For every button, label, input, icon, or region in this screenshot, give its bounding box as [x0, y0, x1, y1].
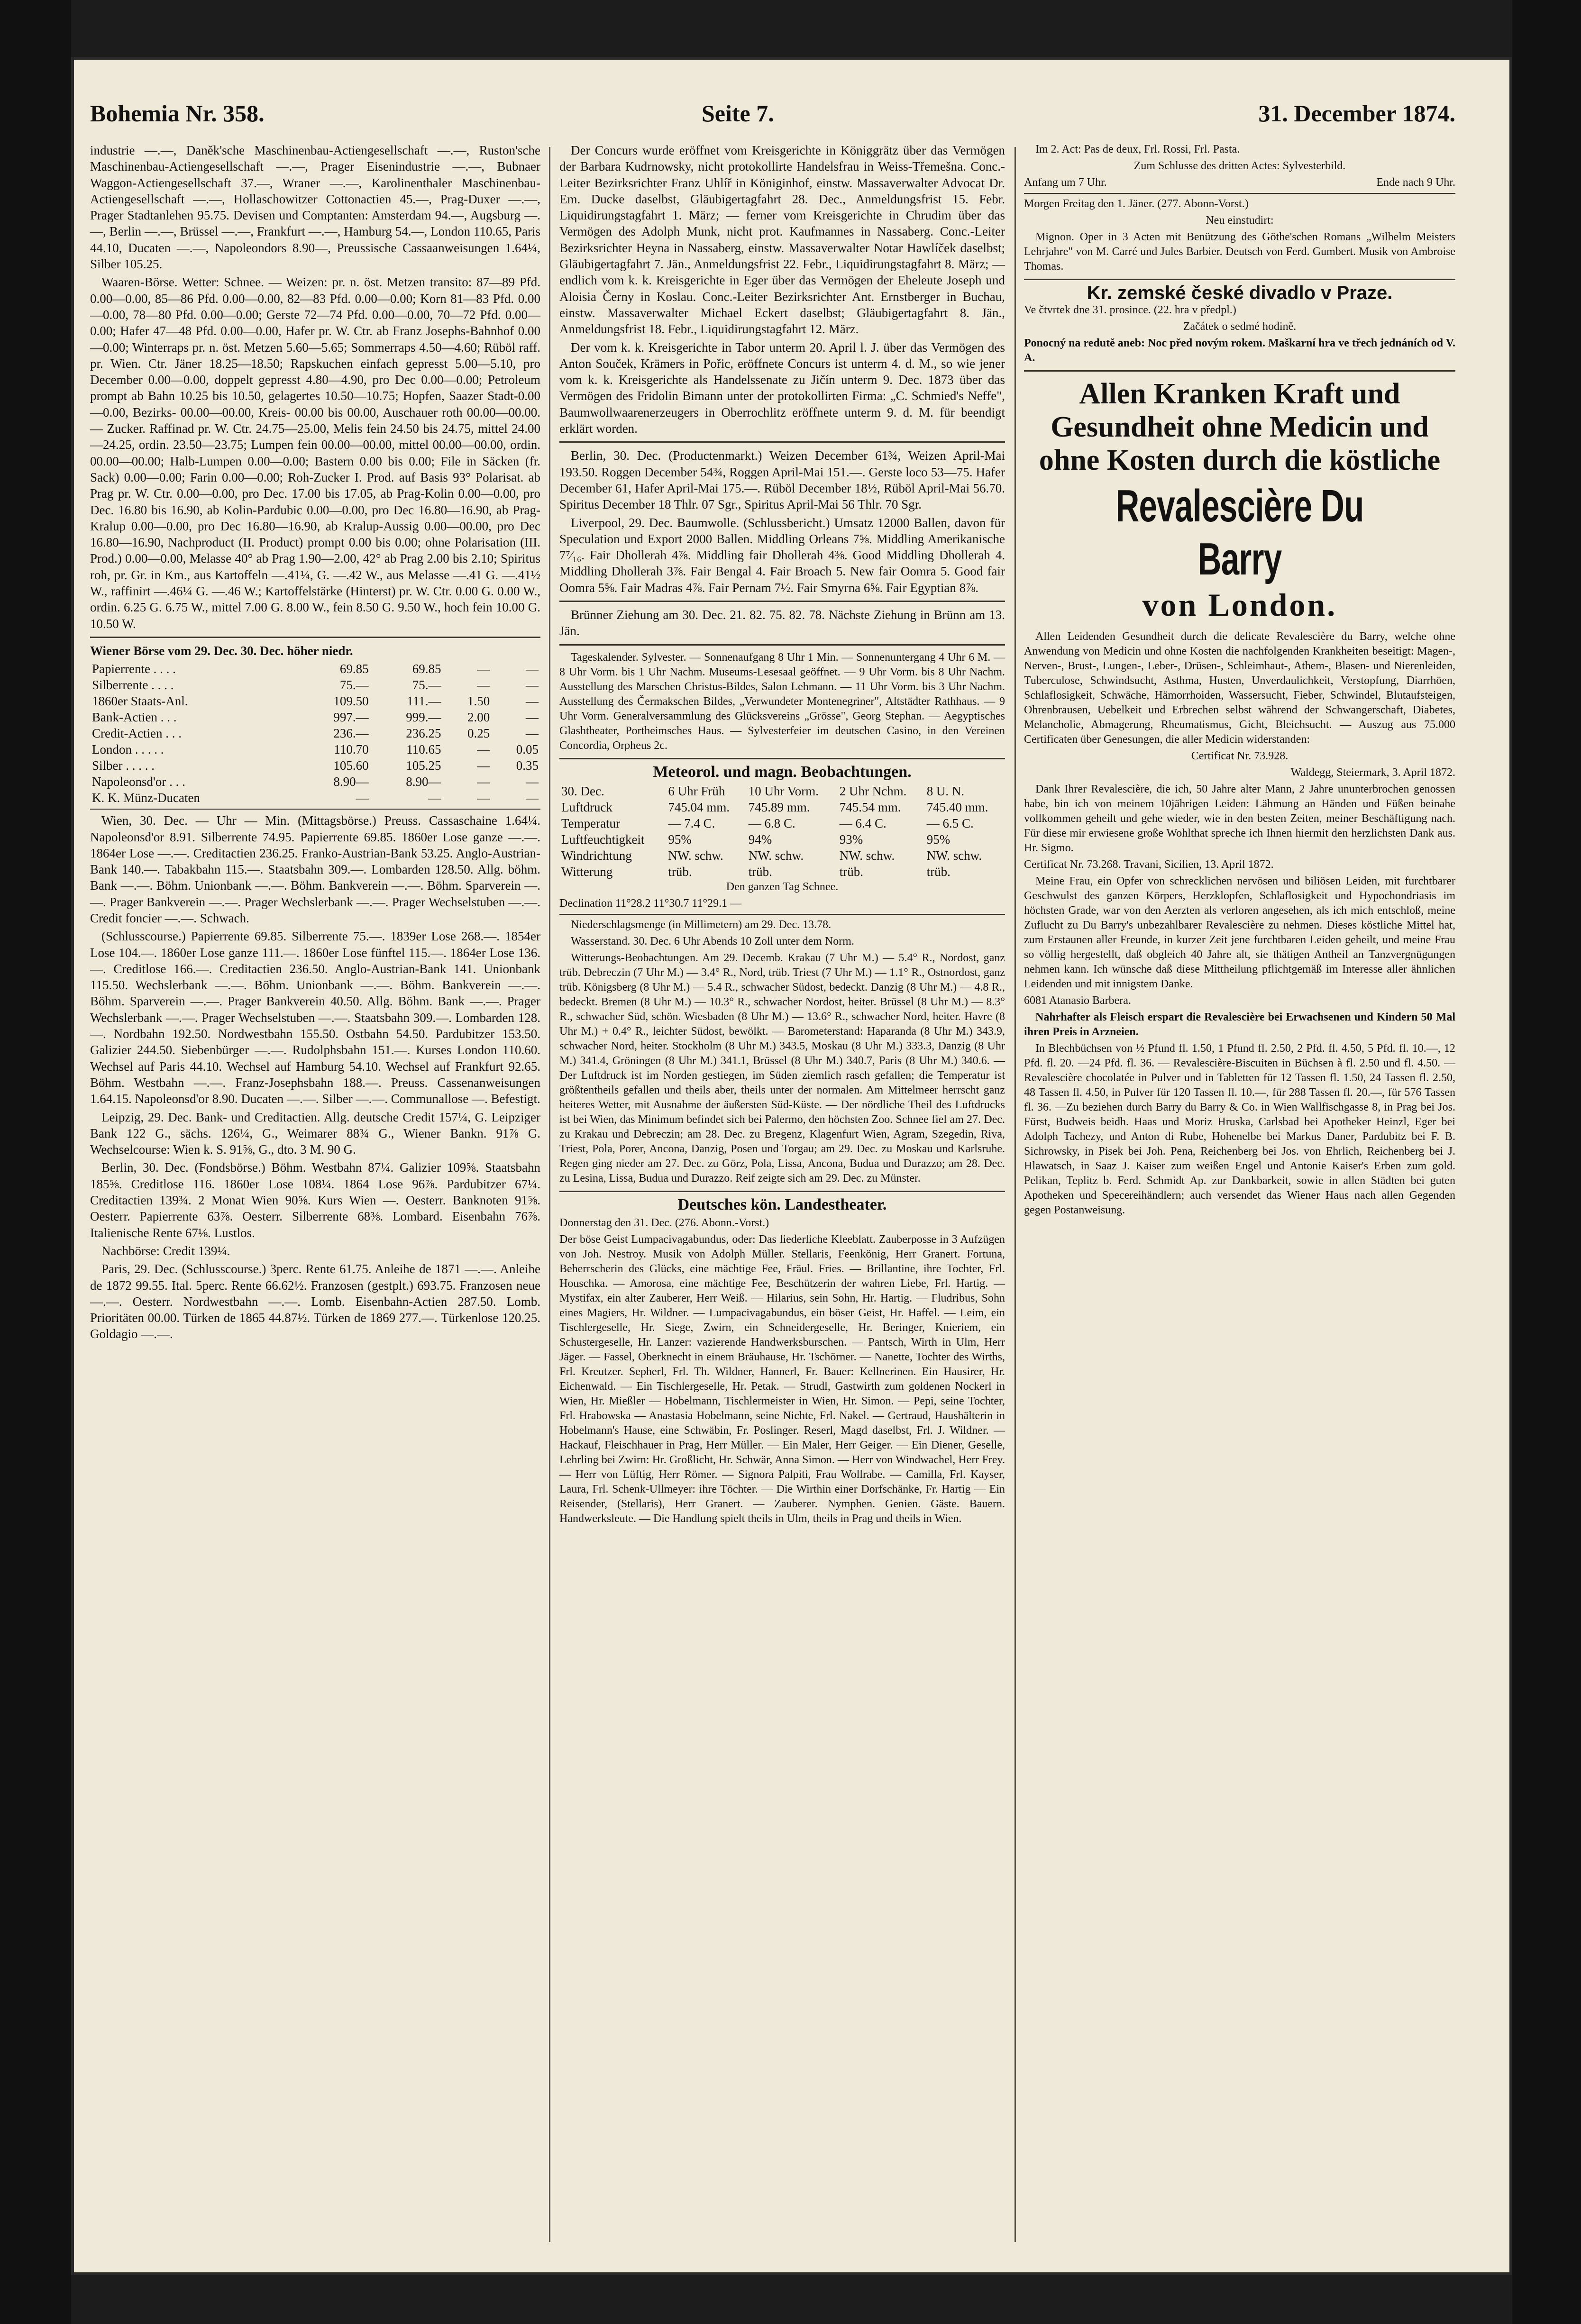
meteo-title: Meteorol. und magn. Beobachtungen. — [653, 763, 912, 781]
divider — [1024, 193, 1455, 194]
meteo-value: — 6.4 C. — [839, 816, 886, 830]
security-name: Silber . . . . . — [92, 758, 155, 773]
quote-value: 997.— — [333, 710, 369, 725]
paris-report: Paris, 29. Dec. (Schlusscourse.) 3perc. Rente 61.75. Anleihe de 1871 —.—. Anleihe de 1872 99.55. Ital. 5perc. Rente 66.62½. Franzosen (gestplt.) 693.75. Franzosen neue —.—. Oesterr. Nordwestbahn —.—. Lomb. Eisenbahn-Actien 287.50. Lomb. Prioritäten 00.00. Türken de 1865 44.87½. Türken de 1869 277.—. Türkenlose 120.25. Goldagio —.—. — [90, 1262, 540, 1341]
meteo-label: Temperatur — [561, 816, 621, 830]
meteo-value: 10 Uhr Vorm. — [748, 784, 819, 798]
quote-value: 109.50 — [333, 694, 369, 709]
ad-signature: 6081 Atanasio Barbera. — [1024, 994, 1131, 1007]
berlin-produce-market: Berlin, 30. Dec. (Productenmarkt.) Weizen December 61¾, Weizen April-Mai 193.50. Roggen December 54¾, Roggen April-Mai 151.—. Gerste loco 53—75. Hafer December 61, Hafer April-Mai 175.—. Rüböl December 18½, Rüböl April-Mai 56.70. Spiritus December 18 Thlr. 07 Sgr., Spiritus April-Mai 56 Thlr. 70 Sgr. — [559, 448, 1005, 512]
security-name: K. K. Münz-Ducaten — [92, 791, 200, 805]
theatre-de-date: Donnerstag den 31. Dec. (276. Abonn.-Vorst.) — [559, 1217, 769, 1230]
meteo-value: NW. schw. — [668, 848, 723, 863]
table-row — [90, 757, 540, 774]
table-row — [559, 783, 1005, 799]
quote-value: — — [477, 775, 490, 789]
quote-value: 8.90— — [333, 775, 369, 789]
divider — [559, 441, 1005, 443]
meteo-label: Luftfeuchtigkeit — [561, 832, 645, 847]
meteo-value: 745.54 mm. — [839, 800, 901, 814]
quote-value: 0.05 — [516, 742, 539, 757]
theatre-cz-start: Začátek o sedmé hodině. — [1183, 320, 1297, 333]
table-row — [90, 790, 540, 806]
quote-value: 8.90— — [406, 775, 441, 789]
meteo-value: 94% — [748, 832, 772, 847]
column-rule-2 — [1014, 147, 1016, 2242]
theatre-de-tomorrow: Morgen Freitag den 1. Jäner. (277. Abonn-Vorst.) — [1024, 198, 1249, 210]
berlin-funds-report: Berlin, 30. Dec. (Fondsbörse.) Böhm. Westbahn 87¼. Galizier 109⅝. Staatsbahn 185⅝. Creditlose 116. 1860er Lose 108¼. 1864 Lose 96⅞. Pardubitzer 67¼. Creditactien 139¾. 2 Monat Wien 90⅝. Kurs Wien —. Oesterr. Banknoten 91⅝. Oesterr. Papierrente 63⅞. Oesterr. Silberrente 68⅜. Lombard. Eisenbahn 76⅞. Italienische Rente 67⅛. Lustlos. — [90, 1160, 540, 1240]
meteo-value: — 7.4 C. — [668, 816, 715, 830]
theatre-de-title: Deutsches kön. Landestheater. — [677, 1195, 887, 1213]
header-date: 31. December 1874. — [1258, 100, 1455, 127]
theatre-cz-date: Ve čtvrtek dne 31. prosince. (22. hra v předpl.) — [1024, 304, 1236, 317]
quote-value: — — [526, 710, 539, 725]
meteo-value: trüb. — [748, 864, 772, 879]
table-row — [90, 774, 540, 790]
theatre-de-mignon: Mignon. Oper in 3 Acten mit Benützung des Göthe'schen Romans „Wilhelm Meisters Lehrjahre" von M. Carré und Jules Barbier. Deutsch von Ferd. Gumbert. Musik von Ambroise Thomas. — [1024, 231, 1455, 273]
quote-value: — — [477, 678, 490, 693]
quote-value: 236.— — [333, 726, 369, 741]
security-name: Credit-Actien . . . — [92, 726, 182, 741]
quote-value: 0.25 — [467, 726, 490, 741]
divider — [559, 758, 1005, 759]
table-row — [559, 799, 1005, 815]
table-row — [90, 741, 540, 757]
quote-value: — — [477, 758, 490, 773]
header-issue: Bohemia Nr. 358. — [90, 100, 265, 127]
meteo-label: Luftdruck — [561, 800, 612, 814]
column-markets — [90, 142, 540, 1344]
table-row — [90, 693, 540, 709]
day-calendar: Tageskalender. Sylvester. — Sonnenaufgang 8 Uhr 1 Min. — Sonnenuntergang 4 Uhr 6 M. — 8 Uhr Vorm. bis 1 Uhr Nachm. Museums-Lesesaal geöffnet. — 9 Uhr Vorm. bis 8 Uhr Nachm. Ausstellung des Marschen Christus-Bildes, Salon Lehmann. — 11 Uhr Vorm. bis 3 Uhr Nachm. Ausstellung des Čermakschen Bildes, „Verwundeter Montenegriner", Altstädter Rathhaus. — 9 Uhr Vorm. Generalversammlung des Glücksvereins „Grösse", Georg Stephan. — Aegyptisches Glashtheater, Portheimsches Haus. — Sylvesterfeier im deutschen Casino, in den Vereinen Concordia, Orpheus 2c. — [559, 651, 1005, 752]
table-row — [90, 677, 540, 693]
theatre-de-end: Ende nach 9 Uhr. — [1376, 176, 1455, 189]
meteo-label: 30. Dec. — [561, 784, 604, 798]
quote-value: — — [477, 742, 490, 757]
security-name: 1860er Staats-Anl. — [92, 694, 188, 709]
quote-value: 111.— — [407, 694, 441, 709]
quote-value: — — [428, 791, 441, 805]
quote-value: — — [526, 791, 539, 805]
ad-brand-origin: von London. — [1142, 587, 1337, 623]
security-name: Bank-Actien . . . — [92, 710, 177, 725]
theatre-de-cast: Der böse Geist Lumpacivagabundus, oder: Das liederliche Kleeblatt. Zauberposse in 3 Aufzügen von Joh. Nestroy. Musik von Adolph Müller. Stellaris, Feenkönig, Herr Granert. Fortuna, Beherrscherin des Glücks, eine mächtige Fee, Fräul. Fries. — Brillantine, ihre Tochter, Frl. Houschka. — Amorosa, eine mächtige Fee, Beschützerin der wahren Liebe, Frl. Hartig. — Mystifax, ein alter Zauberer, Herr Weiß. — Hilarius, sein Sohn, Hr. Hartig. — Fludribus, Sohn eines Magiers, Hr. Wildner. — Lumpacivagabundus, ein böser Geist, Hr. Haffel. — Leim, ein Tischlergeselle, Hr. Siege, Zwirn, ein Schneidergeselle, Hr. Beringer, Knieriem, ein Schustergeselle, Hr. Lanzer: vazierende Handwerksburschen. — Pantsch, Wirth in Ulm, Herr Jäger. — Fassel, Oberknecht in einem Bräuhause, Hr. Tschörner. — Nanette, Tochter des Wirths, Frl. Kreutzer. Sepherl, Frl. Th. Wildner, Hannerl, Fr. Bauer: Kellnerinen. Ein Hausirer, Hr. Eichenwald. — Ein Tischlergeselle, Hr. Petak. — Strudl, Gastwirth zum goldenen Nockerl in Wien, Hr. Mießler — Hobelmann, Tischlermeister in Wien, Hr. Simon. — Pepi, seine Tochter, Frl. Hrabowska — Anastasia Hobelmann, seine Nichte, Frl. Nakel. — Gertraud, Haushälterin in Hobelmann's Hause, eine Schwäbin, Fr. Poslinger. Reserl, Magd daselbst, Frl. J. Wildner. — Hackauf, Fleischhauer in Prag, Herr Müller. — Ein Maler, Herr Geiger. — Ein Diener, Geselle, Lehrling bei Zwirn: Hr. Großlicht, Hr. Schwär, Anna Simon. — Herr von Windwachel, Herr Frey. — Herr von Lüftig, Herr Römer. — Signora Palpiti, Frau Wollrabe. — Camilla, Frl. Kayser, Laura, Frl. Schenk-Ullmeyer: ihre Töchter. — Die Wirthin einer Dorfschänke, Fr. Hartig — Ein Reisender, (Stellaris), Herr Granert. — Zauberer. Nymphen. Genien. Gäste. Bauern. Handwerksleute. — Die Handlung spielt theils in Ulm, theils in Prag und theils in Wien. — [559, 1233, 1005, 1525]
quote-value: 105.60 — [333, 758, 369, 773]
table-row — [559, 864, 1005, 880]
divider — [90, 637, 540, 638]
divider — [1024, 370, 1455, 372]
weather-observations: Witterungs-Beobachtungen. Am 29. Decemb. Krakau (7 Uhr M.) — 5.4° R., Nordost, ganz trüb. Debreczin (7 Uhr M.) — 3.4° R., Nord, trüb. Triest (7 Uhr M.) — 1.1° R., Ostnordost, ganz trüb. Königsberg (8 Uhr M.) — 5.4 R., schwacher Südost, bedeckt. Danzig (8 Uhr M.) — 4.8 R., bedeckt. Bremen (8 Uhr M.) — 10.3° R., schwacher Nordost, heiter. Brüssel (8 Uhr M.) — 8.3° R., schwacher Süd, schön. Wiesbaden (8 Uhr M.) — 13.6° R., schwacher Nord, heiter. Havre (8 Uhr M.) + 0.4° R., leichter Südost, bewölkt. — Barometerstand: Haparanda (8 Uhr M.) 343.9, schwacher Nord, heiter. Stockholm (8 Uhr M.) 343.5, Moskau (8 Uhr M.) 333.3, Danzig (8 Uhr M.) 341.4, Gröningen (8 Uhr M.) 341.1, Brüssel (8 Uhr M.) 340.7, Paris (8 Uhr M.) 340.6. — Der Luftdruck ist im Norden gestiegen, im Süden ziemlich rasch gefallen; die Temperatur ist größtentheils gefallen und theils aber, theils unter der normalen. Am Mittelmeer herrscht ganz heiteres Wetter, mit Ausnahme der äußersten Süd-Küste. — Der nördliche Theil des Luftdrucks ist bei Wien, das Minimum befindet sich bei Palermo, den höchsten Zoo. Schnee fiel am 27. Dec. zu Krakau und Debreczin; am 28. Dec. zu Bregenz, Klagenfurt Wien, Agram, Szegedin, Riva, Triest, Pola, Porer, Ancona, Danzig, Posen und Torgau; am 29. Dec. zu Moskau und Karlsruhe. Regen ging nieder am 27. Dec. zu Görz, Pola, Lissa, Ancona, Budua und Durazzo; am 28. Dec. zu Lesina, Lissa, Budua und Durazzo. Reif zeigte sich am 29. Dec. zu Münster. — [559, 951, 1005, 1185]
column-theatre-ads — [1024, 142, 1455, 1220]
vienna-midday-report: Wien, 30. Dec. — Uhr — Min. (Mittagsbörse.) Preuss. Cassaschaine 1.64¼. Napoleonsd'or 8.91. Silberrente 74.95. Papierrente 69.85. 1860er Lose ganze —.—. 1864er Lose —.—. Creditactien 236.25. Franko-Austrian-Bank 53.25. Anglo-Austrian-Bank 140.—. Tabakbahn 115.—. Staatsbahn 309.—. Lombarden 128.50. Allg. böhm. Bank —.—. Böhm. Unionbank —.—. Böhm. Bankverein —.—. Böhm. Sparverein —.—. Prager Bankverein —.—. Prager Wechslerbank —.—. Prager Wechselstuben —.—. Credit foncier —.—. Schwach. — [90, 813, 540, 925]
meteo-value: 745.89 mm. — [748, 800, 810, 814]
quote-value: 1.50 — [467, 694, 490, 709]
table-row — [559, 831, 1005, 848]
berlin-after-market: Nachbörse: Credit 139¼. — [101, 1243, 230, 1258]
meteo-value: NW. schw. — [839, 848, 895, 863]
divider — [559, 601, 1005, 602]
security-name: London . . . . . — [92, 742, 164, 757]
meteo-label: Windrichtung — [561, 848, 632, 863]
commodity-exchange: Waaren-Börse. Wetter: Schnee. — Weizen: pr. n. öst. Metzen transito: 87—89 Pfd. 0.00—0.00, 85—86 Pfd. 0.00—0.00, 82—83 Pfd. 0.00—0.00; Korn 81—83 Pfd. 0.00—0.00, 78—80 Pfd. 0.00—0.00; Gerste 72—74 Pfd. 0.00—0.00, 70—72 Pfd. 0.00—0.00; Hafer 47—48 Pfd. 0.00—0.00, Hafer pr. W. Ctr. ab Franz Josephs-Bahnhof 0.00—0.00; Winterraps pr. n. öst. Metzen 5.60—5.65; Sommerraps 4.50—4.60; Rüböl raff. pr. Wien. Ctr. Jäner 18.25—18.50; Rapskuchen einfach gepresst 5.00—5.10, pro December 0.00—0.00, doppelt gepresst 4.80—4.90, pro Dec 0.00—0.00; Petroleum prompt ab Bahn 10.25 bis 10.50, gelagertes 10.50—10.75; Hopfen, Saazer Stadt-0.00—0.00, Bezirks- 00.00—00.00, Kreis- 00.00 bis 00.00, Auschauer roth 00.00—00.00. — Zucker. Raffinad pr. W. Ctr. 24.75—25.00, Melis fein 24.50 bis 24.75, mittel 24.00—24.25, ordin. 23.50—23.75; Lumpen fein 00.00—00.00, mittel 00.00—00.00, ordin. 00.00—00.00; Halb-Lumpen 0.00—0.00; Bastern 0.00 bis 0.00; File in Säcken (fr. Sack) 0.00—0.00; Farin 0.00—0.00; Roh-Zucker I. Prod. auf Basis 93° Polarisat. ab Prag pr. W. Ctr. 0.00—0.00, pro Dec. 17.00 bis 17.05, ab Prag-Kolin 0.00—0.00, pro Dec. 16.80 bis 16.90, ab Kolin-Pardubic 0.00—0.00, pro Dec 16.80—16.90, ab Prag-Kralup 0.00—0.00, pro Dec 16.80—16.90, ab Kralup-Aussig 0.00—00.00, pro Dec 16.80—16.90, Nachproduct (II. Product) prompt 0.00 bis 0.00; ohne Polarisation (III. Prod.) 0.00—0.00, Melasse 40° ab Prag 1.90—2.00, 42° ab Prag 2.00 bis 2.10; Spiritus roh, pr. Gr. in Km., aus Kartoffeln —.41¼, G. —.42 W., aus Melasse —.41 G. —.41½ W., raffinirt —.46¼ G. —.46 W.; Kartoffelstärke (Hinterst) pr. W. Ctr. 0.00 G. 0.00 W., ordin. 6.25 G. 6.75 W., mittel 7.00 G. 8.00 W., fein 8.50 G. 9.50 W., hoch fein 10.00 G. 10.50 W. — [90, 275, 540, 631]
divider — [559, 644, 1005, 646]
divider — [559, 1191, 1005, 1192]
bankruptcy-notice: Der Concurs wurde eröffnet vom Kreisgerichte in Königgrätz über das Vermögen der Barbara Kudrnowsky, nicht protokollirte Handelsfrau in Weiss-Třemešna. Conc.-Leiter Bezirksrichter Franz Uhlíř in Königinhof, einstw. Massaverwalter Advocat Dr. Em. Ducke daselbst, Gläubigertagfahrt 28. Dec., Anmeldungsfrist 15. Febr. Liquidirungstagfahrt 1. März; — ferner vom Kreisgerichte in Chrudim über das Vermögen des Adolph Munk, nicht prot. Kaufmannes in Nassaberg. Conc.-Leiter Bezirksrichter Heyna in Nassaberg, einstw. Massaverwalter Notar Hawlíček daselbst; Gläubigertagfahrt 7. Jän., Anmeldungsfrist 22. Febr., Liquidirungstagfahrt 8. März; — endlich vom k. k. Kreisgerichte in Eger über das Vermögen der Eheleute Joseph und Aloisia Černy in Koslau. Conc.-Leiter Bezirksrichter Ant. Ernstberger in Buchau, einstw. Massaverwalter Michael Eckert daselbst; Gläubigertagfahrt 8. Jän., Anmeldungsfrist 18. Febr., Liquidirungstagfahrt 12. März. — [559, 143, 1005, 337]
meteo-value: 2 Uhr Nchm. — [839, 784, 907, 798]
ad-testimony-1: Dank Ihrer Revalescière, die ich, 50 Jahre alter Mann, 2 Jahre ununterbrochen genossen habe, bin ich von meinem 10jährigen Leiden: Lähmung an Händen und Füßen beinahe vollkommen geheilt und gehe wieder, wie in den besten Zeiten, meiner Beschäftigung nach. Für diese mir erwiesene große Wohlthat spreche ich Ihnen hiermit den herzlichsten Dank aus. Hr. Sigmo. — [1024, 783, 1455, 855]
market-report-prague: industrie —.—, Daněk'sche Maschinenbau-Actiengesellschaft —.—, Ruston'sche Maschinenbau-Actiengesellschaft —.—, Prager Eisenindustrie —.—, Bubnaer Waggon-Actiengesellschaft 37.—, Wraner —.—, Karolinenthaler Maschinenbau-Actiengesellschaft —.—, Hollaschowitzer Cottonactien 45.—, Prag-Duxer —.—, Prager Stadtanlehen 95.75. Devisen und Comptanten: Amsterdam 94.—, Augsburg —.—, Berlin —.—, Brüssel —.—, Frankfurt —.—, Hamburg 54.—, London 110.65, Paris 44.10, Ducaten —.—, Napoleondors 8.90—, Preussische Cassaanweisungen 1.64¼, Silber 105.25. — [90, 143, 540, 272]
quote-value: — — [356, 791, 369, 805]
vienna-closing-report: (Schlusscourse.) Papierrente 69.85. Silberrente 75.—. 1839er Lose 268.—. 1854er Lose 104.—. 1860er Lose ganze 111.—. 1860er Lose fünftel 115.—. 1864er Lose 136.—. Creditlose 166.—. Creditactien 236.50. Anglo-Austrian-Bank 141. Unionbank 115.50. Wechslerbank —.—. Böhm. Unionbank —.—. Böhm. Bankverein —.—. Böhm. Sparverein —.—. Prager Bankverein 40.50. Allg. Böhm. Bank —.—. Prager Wechslerbank —.—. Prager Wechselstuben —.—. Staatsbahn 309.—. Lombarden 128.—. Nordbahn 192.50. Nordwestbahn 155.50. Ostbahn 54.50. Pardubitzer 153.50. Galizier 244.50. Siebenbürger —.—. Rudolphsbahn 151.—. Kurses London 110.60. Wechsel auf Paris 44.10. Wechsel auf Hamburg 54.10. Wechsel auf Frankfurt 92.65. Böhm. Westbahn —.—. Franz-Josephsbahn 188.—. Preuss. Cassenanweisungen 1.64.15. Napoleonsd'or 8.90. Ducaten —.—. Silber —.—. Communallose —. Befestigt. — [90, 929, 540, 1106]
leipzig-report: Leipzig, 29. Dec. Bank- und Creditactien. Allg. deutsche Credit 157¼, G. Leipziger Bank 122 G., sächs. 126¼, G., Weimarer 88¾ G., Wiener Bankn. 91⅞ G. Wechselcourse: Wien k. S. 91⅝, G., dto. 3 M. 90 G. — [90, 1110, 540, 1157]
meteo-value: — 6.5 C. — [926, 816, 974, 830]
meteo-value: 8 U. N. — [926, 784, 965, 798]
meteo-label: Witterung — [561, 864, 613, 879]
bruenn-lottery: Brünner Ziehung am 30. Dec. 21. 82. 75. 82. 78. Nächste Ziehung in Brünn am 13. Jän. — [559, 608, 1005, 638]
divider — [559, 914, 1005, 915]
quote-value: 999.— — [406, 710, 441, 725]
table-row — [559, 815, 1005, 831]
ad-headline: Allen Kranken Kraft und Gesundheit ohne Medicin und ohne Kosten durch die köstliche — [1039, 378, 1441, 477]
precipitation: Niederschlagsmenge (in Millimetern) am 29. Dec. 13.78. — [571, 918, 832, 931]
theatre-de-times — [1024, 175, 1455, 190]
liverpool-cotton: Liverpool, 29. Dec. Baumwolle. (Schlussbericht.) Umsatz 12000 Ballen, davon für Speculation und Export 2000 Ballen. Middling Orleans 7⅝. Middling Amerikanische 7⁷⁄₁₆. Fair Dhollerah 4⅞. Middling fair Dhollerah 4⅜. Good Middling Dhollerah 4. Middling Dhollerah 3⅞. Fair Bengal 4. Fair Broach 5. New fair Oomra 5. Good fair Oomra 5⅝. Fair Madras 4⅞. Fair Pernam 7½. Fair Smyrna 6⅝. Fair Egyptian 8⅞. — [559, 515, 1005, 595]
quote-value: 236.25 — [406, 726, 441, 741]
meteo-value: NW. schw. — [748, 848, 804, 863]
quote-value: 2.00 — [467, 710, 490, 725]
ad-prices-sellers: In Blechbüchsen von ½ Pfund fl. 1.50, 1 Pfund fl. 2.50, 2 Pfd. fl. 4.50, 5 Pfd. fl. 10.—, 12 Pfd. fl. 20. —24 Pfd. fl. 36. — Revalescière-Biscuiten in Büchsen à fl. 2.50 und fl. 4.50. — Revalescière chocolatée in Pulver und in Tabletten für 12 Tassen fl. 1.50, 24 Tassen fl. 2.50, 48 Tassen fl. 4.50, in Pulver für 120 Tassen fl. 10.—, für 288 Tassen fl. 20.—, für 576 Tassen fl. 36. —Zu beziehen durch Barry du Barry & Co. in Wien Wallfischgasse 8, in Prag bei Jos. Fürst, Budweis beidh. Haas und Moriz Hruska, Carlsbad bei Apotheker Heinzl, Eger bei Adolph Tachezy, und Anton di Rube, Hohenelbe bei Markus Daner, Pardubitz bei F. B. Sichrowsky, in Pisek bei Joh. Pena, Reichenberg bei Jos. von Ehrlich, Reichenberg bei J. Hlawatsch, in Saaz J. Kaiser zum weißen Engel und Antonie Kaiser's Erben zum gold. Pelikan, Teplitz b. Ferd. Schmidt Ap. zur Dankbarkeit, sowie in allen Städten bei guten Apotheken und Specereihändlern; auch versendet das Wiener Haus nach allen Gegenden gegen Postanweisung. — [1024, 1042, 1455, 1217]
quote-value: — — [477, 791, 490, 805]
page-header — [90, 100, 1455, 133]
security-name: Silberrente . . . . — [92, 678, 174, 693]
table-row — [90, 709, 540, 725]
meteo-value: 95% — [668, 832, 692, 847]
theatre-de-start: Anfang um 7 Uhr. — [1024, 176, 1107, 189]
vienna-exchange-table — [90, 661, 540, 806]
quote-value: 75.— — [412, 678, 441, 693]
bankruptcy-closed-notice: Der vom k. k. Kreisgerichte in Tabor unterm 20. April l. J. über das Vermögen des Anton Souček, Krämers in Pořic, eröffnete Concurs ist unterm 4. d. M., so wie jener vom k. k. Kreisgerichte als Handelssenate zu Jičín unterm 9. Dec. 1873 über das Vermögen des Fridolin Bimann unter der protokollirten Firma: „C. Schmied's Neffe", Baumwollwaarenerzeugers in Oberrochlitz eröffnete unterm 9. d. M. für beendigt erklärt worden. — [559, 340, 1005, 436]
table-row — [559, 848, 1005, 864]
meteo-value: 745.04 mm. — [668, 800, 730, 814]
scan-border-left — [0, 0, 71, 2324]
meteo-declination: Declination 11°28.2 11°30.7 11°29.1 — — [559, 897, 742, 910]
quote-value: 69.85 — [339, 662, 369, 676]
meteo-value: 93% — [839, 832, 863, 847]
ad-certificate-1: Certificat Nr. 73.928. — [1191, 750, 1289, 763]
header-page-number: Seite 7. — [702, 100, 774, 127]
ad-testimony-2: Meine Frau, ein Opfer von schrecklichen nervösen und biliösen Leiden, mit furchtbarer Geschwulst des ganzen Körpers, Herzklopfen, Schlaflosigkeit und Hypochondriasis im höchsten Grade, war von den Aerzten als verloren angesehen, als ich mich entschloß, meine Zuflucht zu Du Barry's unbezahlbarer Revalescière zu nehmen. Dieses köstliche Mittel hat, zum Erstaunen aller Freunde, in kurzer Zeit jene furchtbaren Leiden geheilt, und meine Frau so völlig hergestellt, daß obgleich 40 Jahre alt, sie thätigen Antheil an Tanzvergnügungen nehmen kann. Ich wünsche daß diese Mittheilung pflichtgemäß im Interesse aller ähnlichen Leidenden und mit innigstem Danke. — [1024, 875, 1455, 991]
quote-value: — — [526, 694, 539, 709]
ad-place-date: Waldegg, Steiermark, 3. April 1872. — [1290, 766, 1455, 779]
column-rule-1 — [549, 147, 550, 2242]
vienna-exchange-heading: Wiener Börse vom 29. Dec. 30. Dec. höher niedr. — [90, 643, 353, 658]
meteo-note: Den ganzen Tag Schnee. — [726, 880, 839, 893]
quote-value: 110.65 — [406, 742, 441, 757]
quote-value: 110.70 — [334, 742, 369, 757]
theatre-de-finale: Zum Schlusse des dritten Actes: Sylvesterbild. — [1133, 160, 1346, 172]
quote-value: 75.— — [339, 678, 369, 693]
divider — [90, 809, 540, 810]
quote-value: 105.25 — [406, 758, 441, 773]
scan-border-right — [1512, 0, 1581, 2324]
quote-value: 0.35 — [516, 758, 539, 773]
ad-brand-name: Revalescière Du Barry — [1115, 481, 1364, 585]
meteo-value: 6 Uhr Früh — [668, 784, 725, 798]
quote-value: — — [526, 678, 539, 693]
meteo-value: trüb. — [668, 864, 692, 879]
meteo-value: NW. schw. — [926, 848, 982, 863]
security-name: Papierrente . . . . — [92, 662, 176, 676]
theatre-de-act2: Im 2. Act: Pas de deux, Frl. Rossi, Frl. Pasta. — [1035, 143, 1240, 155]
quote-value: 69.85 — [412, 662, 441, 676]
theatre-cz-play: Ponocný na redutě aneb: Noc před novým rokem. Maškarní hra ve třech jednáních od V. A. — [1024, 337, 1455, 365]
security-name: Napoleonsd'or . . . — [92, 775, 185, 789]
theatre-cz-title: Kr. zemské české divadlo v Praze. — [1087, 283, 1393, 303]
ad-intro: Allen Leidenden Gesundheit durch die delicate Revalescière du Barry, welche ohne Anwendung von Medicin und ohne Kosten die nachfolgenden Krankheiten beseitigt: Magen-, Nerven-, Brust-, Lungen-, Leber-, Drüsen-, Schleimhaut-, Athem-, Blasen- und Nierenleiden, Tuberculose, Schwindsucht, Asthma, Husten, Unverdaulichkeit, Verstopfung, Diarrhöen, Schlaflosigkeit, Schwäche, Hämorrhoiden, Wassersucht, Fieber, Schwindel, Blutaufsteigen, Ohrenbrausen, Uebelkeit und Erbrechen selbst während der Schwangerschaft, Diabetes, Melancholie, Abmagerung, Rheumatismus, Gicht, Bleichsucht. — Auszug aus 75.000 Certificaten über Genesungen, die aller Medicin widerstanden: — [1024, 630, 1455, 746]
theatre-de-new: Neu einstudirt: — [1206, 214, 1274, 227]
meteo-value: — 6.8 C. — [748, 816, 795, 830]
ad-nutrition: Nahrhafter als Fleisch erspart die Revalescière bei Erwachsenen und Kindern 50 Mal ihren Preis in Arzneien. — [1024, 1011, 1455, 1039]
quote-value: — — [526, 662, 539, 676]
quote-value: — — [526, 726, 539, 741]
divider — [1024, 279, 1455, 280]
table-row — [90, 661, 540, 677]
meteo-table — [559, 783, 1005, 880]
quote-value: — — [526, 775, 539, 789]
meteo-value: 745.40 mm. — [926, 800, 988, 814]
meteo-value: trüb. — [926, 864, 950, 879]
column-notices — [559, 142, 1005, 1528]
table-row — [90, 725, 540, 741]
ad-certificate-2: Certificat Nr. 73.268. Travani, Sicilien, 13. April 1872. — [1024, 858, 1274, 871]
meteo-value: 95% — [926, 832, 950, 847]
quote-value: — — [477, 662, 490, 676]
water-level: Wasserstand. 30. Dec. 6 Uhr Abends 10 Zoll unter dem Norm. — [571, 935, 854, 948]
meteo-value: trüb. — [839, 864, 863, 879]
